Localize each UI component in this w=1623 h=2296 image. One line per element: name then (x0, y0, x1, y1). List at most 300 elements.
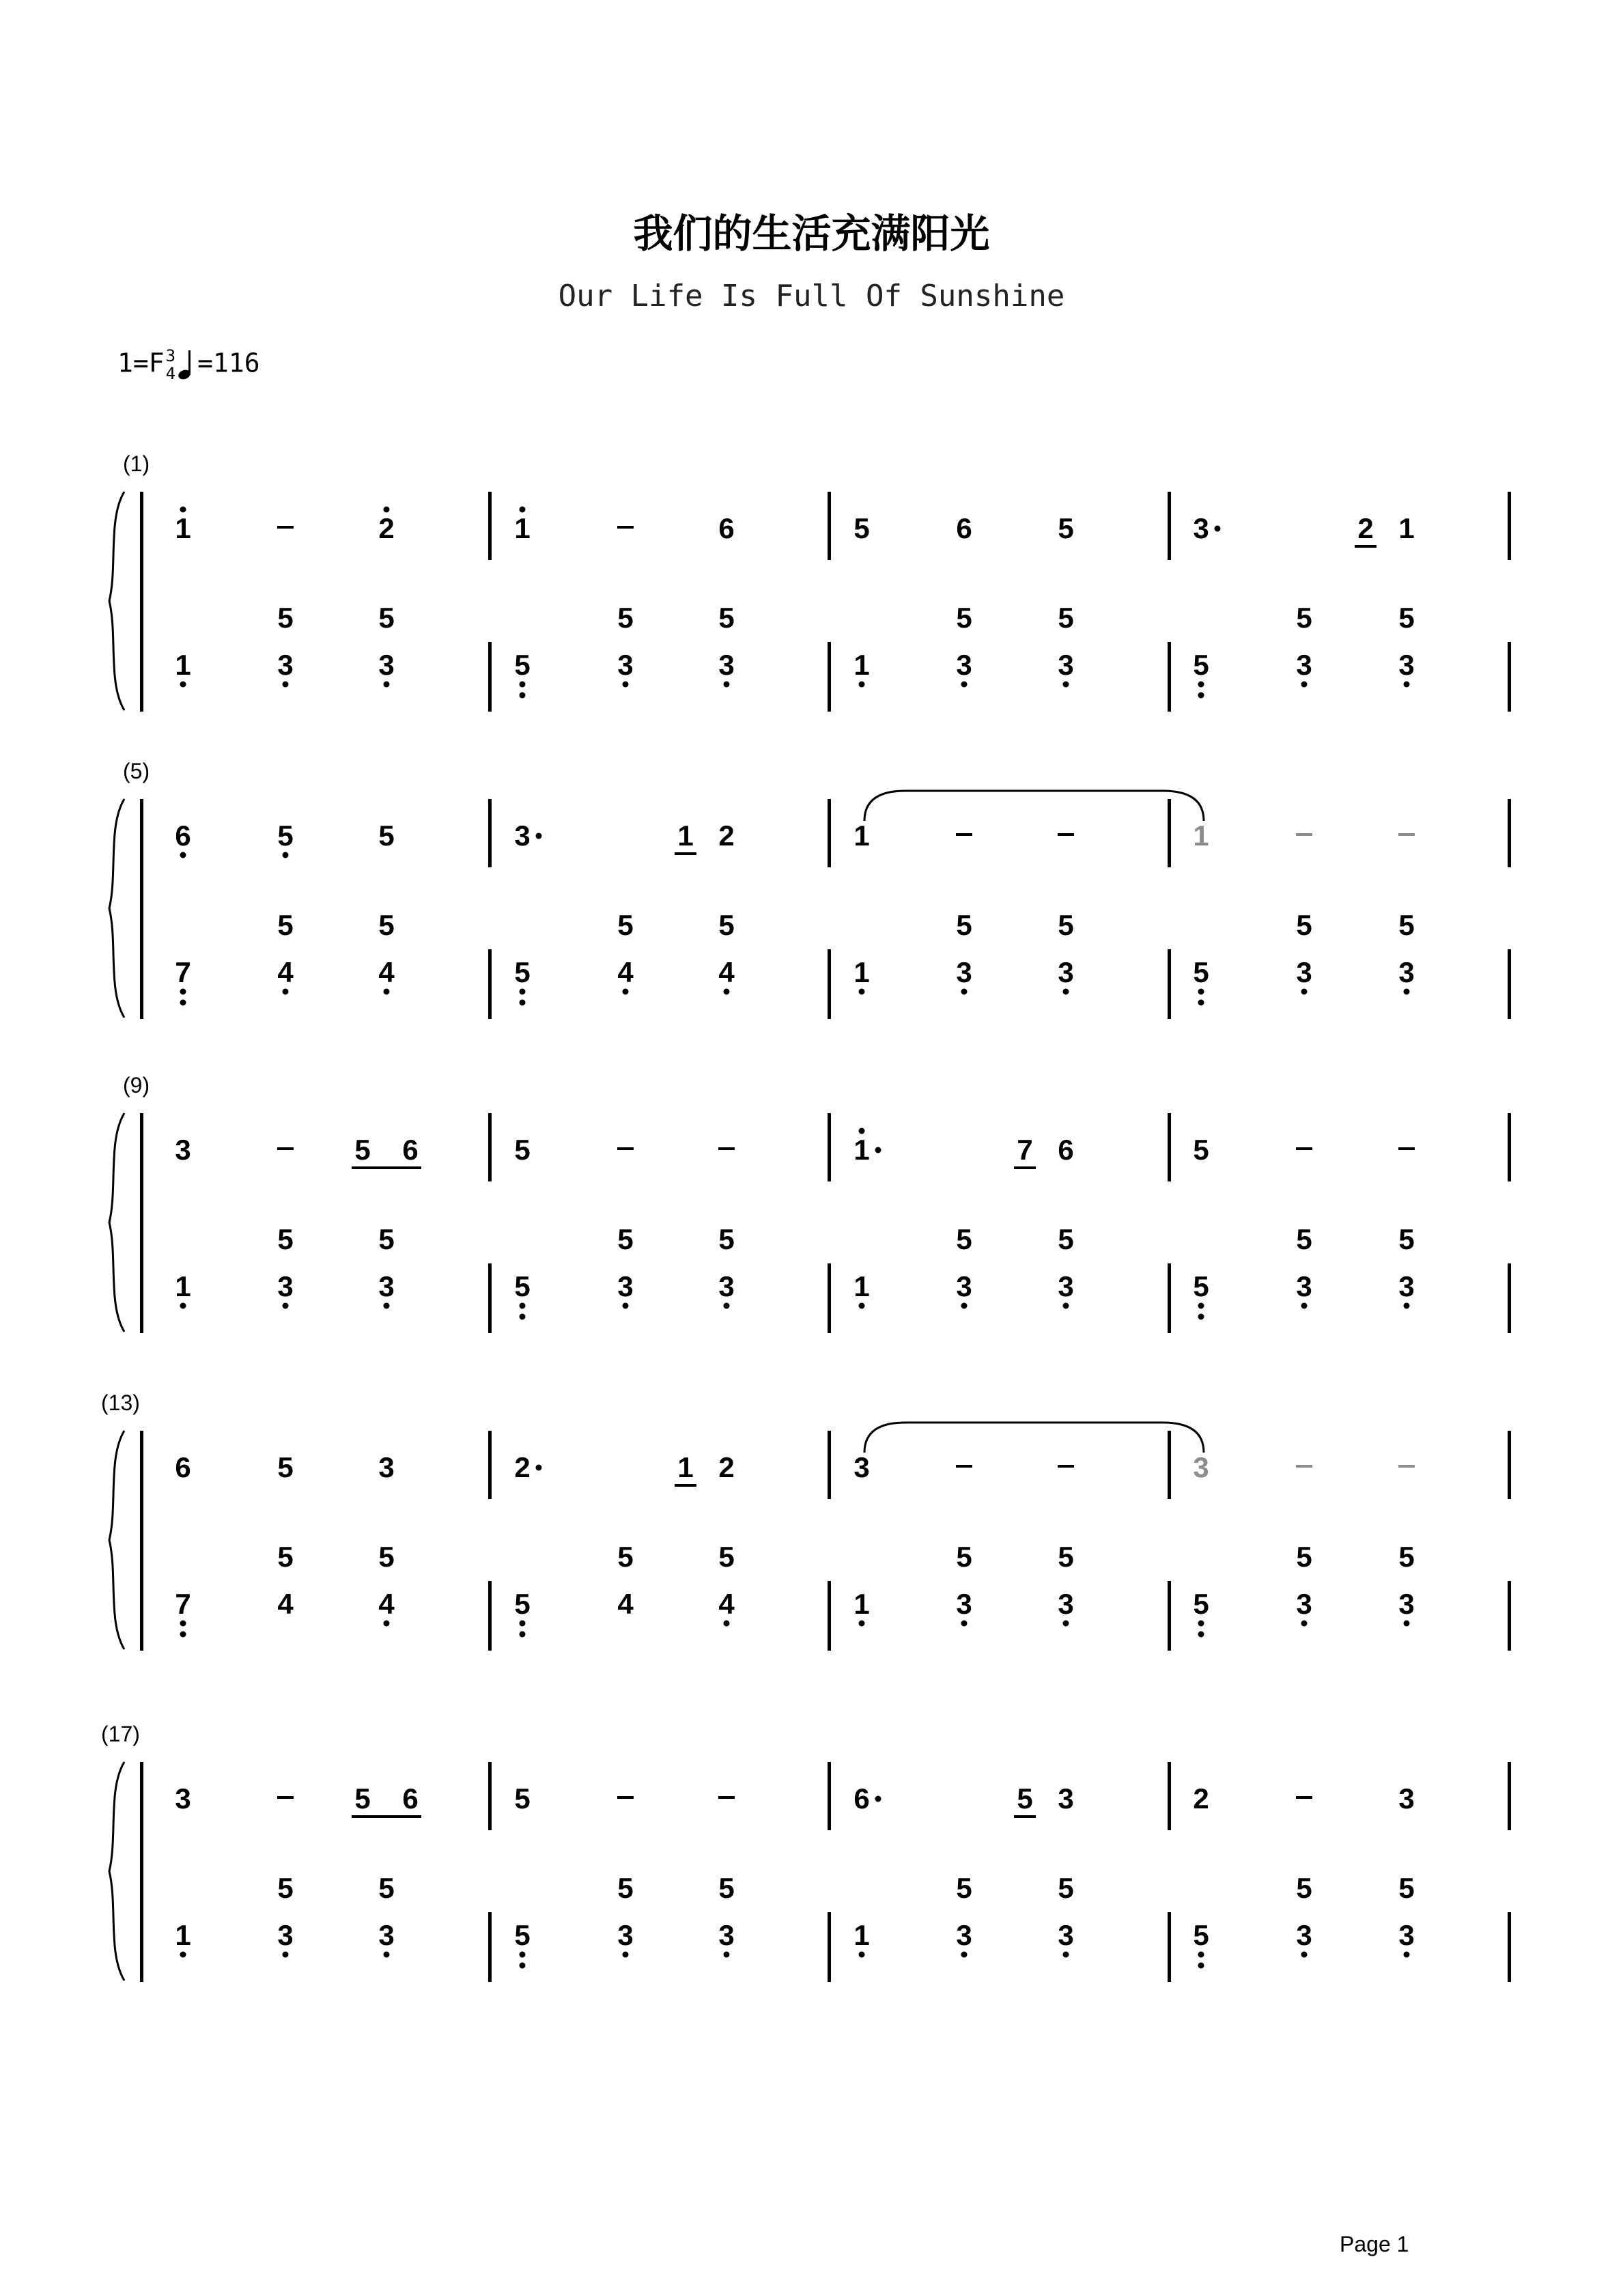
lower-note-digit: 5 (514, 1270, 531, 1302)
upper-note-dash (617, 1147, 634, 1150)
barline-upper (1508, 799, 1511, 867)
octave-dot (724, 1952, 730, 1958)
lower-note-digit: 5 (514, 956, 531, 988)
lower-note-digit: 5 (1398, 602, 1415, 634)
lower-note-digit: 5 (277, 1541, 294, 1573)
upper-note-digit: 1 (1398, 512, 1415, 544)
system-brace (109, 1113, 124, 1332)
upper-note-digit: 6 (402, 1134, 419, 1166)
lower-note-digit: 3 (1296, 1588, 1312, 1620)
barline-lower (828, 642, 831, 712)
lower-note-digit: 5 (617, 1223, 634, 1255)
upper-note-dash (617, 526, 634, 529)
barline-lower (1168, 642, 1171, 712)
tempo-value: =116 (197, 348, 260, 378)
upper-note-digit: 1 (1193, 820, 1209, 852)
octave-dot (1198, 1621, 1204, 1627)
lower-note-digit: 5 (1398, 1541, 1415, 1573)
lower-note-digit: 5 (718, 602, 735, 634)
octave-dot (1404, 1952, 1410, 1958)
lower-note-digit: 5 (956, 1541, 972, 1573)
octave-dot (1198, 1632, 1204, 1638)
upper-note-dash (277, 1147, 294, 1150)
octave-dot (384, 989, 390, 995)
barline-upper (828, 1431, 831, 1499)
lower-note-digit: 4 (277, 1588, 294, 1620)
octave-dot (1063, 1952, 1069, 1958)
octave-dot (384, 1621, 390, 1627)
octave-dot (1198, 1952, 1204, 1958)
octave-dot (623, 1952, 629, 1958)
upper-note-digit: 3 (175, 1134, 191, 1166)
octave-dot (384, 1952, 390, 1958)
lower-note-digit: 3 (378, 1270, 395, 1302)
upper-note-digit: 2 (718, 1451, 735, 1483)
octave-dot (180, 989, 186, 995)
octave-dot (180, 682, 186, 688)
lower-note-digit: 4 (617, 1588, 634, 1620)
upper-note-digit: 5 (378, 820, 395, 852)
upper-note-digit: 1 (677, 1451, 694, 1483)
barline-lower (1508, 949, 1511, 1019)
lower-note-digit: 5 (378, 909, 395, 941)
lower-note-digit: 5 (378, 602, 395, 634)
octave-dot (520, 1314, 526, 1320)
eighth-underline (352, 1166, 421, 1169)
system-start-barline (140, 492, 143, 712)
lower-note-digit: 5 (1058, 909, 1074, 941)
upper-note-digit: 6 (1058, 1134, 1074, 1166)
octave-dot (1198, 682, 1204, 688)
measure-number: (5) (123, 759, 150, 783)
lower-note-digit: 5 (1193, 956, 1209, 988)
octave-dot (384, 682, 390, 688)
lower-note-digit: 4 (378, 1588, 395, 1620)
lower-note-digit: 3 (1296, 1919, 1312, 1951)
key-signature: 1=F (117, 348, 165, 378)
lower-note-digit: 1 (853, 649, 870, 681)
eighth-underline (1355, 545, 1377, 548)
upper-note-digit: 7 (1017, 1134, 1033, 1166)
upper-note-digit: 5 (277, 1451, 294, 1483)
lower-note-digit: 5 (1296, 1541, 1312, 1573)
octave-dot (1063, 1621, 1069, 1627)
octave-dot (180, 507, 186, 513)
lower-note-digit: 3 (617, 649, 634, 681)
lower-note-digit: 3 (1296, 956, 1312, 988)
system-brace (109, 1431, 124, 1649)
lower-note-digit: 3 (1058, 956, 1074, 988)
octave-dot (724, 1303, 730, 1309)
barline-upper (1168, 1431, 1171, 1499)
upper-note-digit: 2 (514, 1451, 531, 1483)
upper-note-dash (1398, 833, 1415, 836)
lower-note-digit: 5 (1296, 602, 1312, 634)
octave-dot (623, 989, 629, 995)
barline-lower (1508, 1263, 1511, 1333)
barline-upper (828, 492, 831, 560)
lower-note-digit: 5 (1398, 1223, 1415, 1255)
lower-note-digit: 5 (1193, 1919, 1209, 1951)
octave-dot (623, 682, 629, 688)
barline-lower (1508, 1581, 1511, 1651)
lower-note-digit: 5 (617, 909, 634, 941)
lower-note-digit: 4 (718, 956, 735, 988)
octave-dot (1404, 1621, 1410, 1627)
barline-upper (1168, 1113, 1171, 1181)
octave-dot (1215, 526, 1221, 532)
barline-lower (488, 642, 492, 712)
lower-note-digit: 3 (617, 1919, 634, 1951)
octave-dot (180, 1952, 186, 1958)
lower-note-digit: 1 (175, 649, 191, 681)
octave-dot (859, 682, 865, 688)
upper-note-dash (1296, 1465, 1312, 1468)
lower-note-digit: 5 (277, 602, 294, 634)
upper-note-digit: 6 (956, 512, 972, 544)
lower-note-digit: 1 (853, 1588, 870, 1620)
barline-upper (488, 1431, 492, 1499)
upper-note-digit: 3 (1193, 512, 1209, 544)
octave-dot (283, 989, 289, 995)
lower-note-digit: 5 (1058, 1541, 1074, 1573)
lower-note-digit: 5 (1398, 909, 1415, 941)
octave-dot (1198, 692, 1204, 699)
barline-upper (1508, 492, 1511, 560)
measure-number: (1) (123, 451, 150, 476)
barline-lower (1508, 642, 1511, 712)
lower-note-digit: 3 (1296, 649, 1312, 681)
time-denominator: 4 (165, 364, 176, 383)
upper-note-digit: 5 (853, 512, 870, 544)
lower-note-digit: 3 (1058, 1270, 1074, 1302)
upper-note-dash (277, 1796, 294, 1799)
barline-lower (828, 1263, 831, 1333)
octave-dot (180, 1000, 186, 1006)
lower-note-digit: 3 (617, 1270, 634, 1302)
tie-arc (864, 1423, 1204, 1453)
barline-upper (828, 1762, 831, 1830)
octave-dot (724, 989, 730, 995)
octave-dot (283, 852, 289, 858)
lower-note-digit: 5 (718, 1223, 735, 1255)
octave-dot (1063, 1303, 1069, 1309)
system-start-barline (140, 1113, 143, 1333)
octave-dot (1404, 1303, 1410, 1309)
lower-note-digit: 5 (718, 1541, 735, 1573)
octave-dot (180, 1632, 186, 1638)
lower-note-digit: 7 (175, 956, 191, 988)
lower-note-digit: 5 (956, 1223, 972, 1255)
lower-note-digit: 5 (277, 909, 294, 941)
barline-lower (828, 1581, 831, 1651)
barline-lower (488, 949, 492, 1019)
lower-note-digit: 3 (956, 1270, 972, 1302)
barline-lower (488, 1912, 492, 1982)
lower-note-digit: 3 (378, 649, 395, 681)
barline-lower (1508, 1912, 1511, 1982)
barline-lower (1168, 1912, 1171, 1982)
barline-upper (488, 492, 492, 560)
upper-note-dash (1296, 833, 1312, 836)
lower-note-digit: 3 (956, 1588, 972, 1620)
lower-note-digit: 3 (1058, 1919, 1074, 1951)
upper-note-digit: 2 (718, 820, 735, 852)
lower-note-digit: 5 (617, 602, 634, 634)
upper-note-dash (1058, 833, 1074, 836)
octave-dot (859, 1128, 865, 1134)
eighth-underline (675, 1484, 696, 1487)
lower-note-digit: 3 (956, 1919, 972, 1951)
upper-note-dash (1058, 1465, 1074, 1468)
octave-dot (724, 1621, 730, 1627)
upper-note-dash (1296, 1147, 1312, 1150)
lower-note-digit: 3 (1398, 956, 1415, 988)
score-title: 我们的生活充满阳光 (633, 210, 990, 257)
barline-upper (1168, 492, 1171, 560)
octave-dot (859, 989, 865, 995)
upper-note-digit: 3 (1058, 1782, 1074, 1815)
octave-dot (283, 1303, 289, 1309)
upper-note-digit: 6 (402, 1782, 419, 1815)
lower-note-digit: 5 (1296, 909, 1312, 941)
barline-upper (828, 799, 831, 867)
lower-note-digit: 3 (718, 1270, 735, 1302)
barline-lower (488, 1581, 492, 1651)
octave-dot (520, 1303, 526, 1309)
octave-dot (283, 682, 289, 688)
octave-dot (623, 1303, 629, 1309)
lower-note-digit: 3 (1058, 649, 1074, 681)
lower-note-digit: 5 (1296, 1872, 1312, 1904)
lower-note-digit: 3 (277, 1270, 294, 1302)
lower-note-digit: 3 (378, 1919, 395, 1951)
octave-dot (1198, 1314, 1204, 1320)
octave-dot (1301, 682, 1308, 688)
system-start-barline (140, 1762, 143, 1982)
upper-note-digit: 5 (277, 820, 294, 852)
lower-note-digit: 5 (956, 1872, 972, 1904)
lower-note-digit: 5 (1058, 602, 1074, 634)
system-brace (109, 492, 124, 710)
octave-dot (180, 1621, 186, 1627)
upper-note-digit: 3 (175, 1782, 191, 1815)
octave-dot (520, 1963, 526, 1969)
upper-note-digit: 2 (378, 512, 395, 544)
lower-note-digit: 1 (853, 1919, 870, 1951)
lower-note-digit: 3 (1398, 1588, 1415, 1620)
octave-dot (1198, 1963, 1204, 1969)
upper-note-dash (956, 833, 972, 836)
octave-dot (180, 852, 186, 858)
upper-note-digit: 5 (1017, 1782, 1033, 1815)
lower-note-digit: 5 (718, 1872, 735, 1904)
octave-dot (1301, 989, 1308, 995)
lower-note-digit: 5 (514, 1919, 531, 1951)
system-brace (109, 799, 124, 1018)
upper-note-digit: 1 (853, 1134, 870, 1166)
octave-dot (520, 507, 526, 513)
octave-dot (859, 1952, 865, 1958)
barline-lower (828, 949, 831, 1019)
lower-note-digit: 3 (718, 1919, 735, 1951)
tie-arc (864, 791, 1204, 821)
upper-note-digit: 3 (514, 820, 531, 852)
lower-note-digit: 4 (378, 956, 395, 988)
octave-dot (536, 833, 542, 839)
octave-dot (520, 692, 526, 699)
octave-dot (1301, 1621, 1308, 1627)
barline-upper (1508, 1431, 1511, 1499)
upper-note-digit: 2 (1357, 512, 1374, 544)
lower-note-digit: 1 (853, 956, 870, 988)
lower-note-digit: 5 (514, 1588, 531, 1620)
lower-note-digit: 5 (277, 1223, 294, 1255)
upper-note-digit: 5 (1058, 512, 1074, 544)
octave-dot (520, 1632, 526, 1638)
octave-dot (961, 989, 968, 995)
page-number: Page 1 (1340, 2232, 1409, 2256)
barline-upper (488, 1113, 492, 1181)
lower-note-digit: 4 (277, 956, 294, 988)
octave-dot (961, 682, 968, 688)
octave-dot (1063, 989, 1069, 995)
time-numerator: 3 (165, 346, 176, 365)
system-brace (109, 1762, 124, 1980)
lower-note-digit: 3 (1398, 1270, 1415, 1302)
lower-note-digit: 3 (277, 1919, 294, 1951)
lower-note-digit: 4 (718, 1588, 735, 1620)
upper-note-digit: 6 (175, 820, 191, 852)
eighth-underline (1014, 1166, 1036, 1169)
lower-note-digit: 5 (956, 602, 972, 634)
lower-note-digit: 7 (175, 1588, 191, 1620)
upper-note-dash (1398, 1147, 1415, 1150)
lower-note-digit: 5 (277, 1872, 294, 1904)
barline-lower (1168, 1581, 1171, 1651)
upper-note-digit: 3 (1398, 1782, 1415, 1815)
lower-note-digit: 3 (1296, 1270, 1312, 1302)
octave-dot (1301, 1303, 1308, 1309)
upper-note-digit: 5 (354, 1782, 371, 1815)
lower-note-digit: 5 (718, 909, 735, 941)
barline-upper (828, 1113, 831, 1181)
octave-dot (520, 1000, 526, 1006)
octave-dot (1198, 1303, 1204, 1309)
lower-note-digit: 3 (718, 649, 735, 681)
upper-note-digit: 6 (853, 1782, 870, 1815)
lower-note-digit: 3 (1058, 1588, 1074, 1620)
octave-dot (180, 1303, 186, 1309)
system-start-barline (140, 799, 143, 1019)
upper-note-digit: 5 (514, 1134, 531, 1166)
eighth-underline (352, 1815, 421, 1818)
octave-dot (520, 989, 526, 995)
octave-dot (875, 1147, 881, 1153)
lower-note-digit: 5 (378, 1223, 395, 1255)
octave-dot (1301, 1952, 1308, 1958)
upper-note-dash (1296, 1796, 1312, 1799)
lower-note-digit: 5 (1193, 1588, 1209, 1620)
upper-note-digit: 3 (853, 1451, 870, 1483)
octave-dot (384, 1303, 390, 1309)
lower-note-digit: 3 (277, 649, 294, 681)
score-subtitle: Our Life Is Full Of Sunshine (558, 279, 1065, 313)
barline-upper (488, 1762, 492, 1830)
octave-dot (520, 1952, 526, 1958)
upper-note-digit: 1 (853, 820, 870, 852)
lower-note-digit: 5 (1058, 1872, 1074, 1904)
barline-lower (488, 1263, 492, 1333)
upper-note-digit: 6 (175, 1451, 191, 1483)
lower-note-digit: 1 (175, 1270, 191, 1302)
lower-note-digit: 4 (617, 956, 634, 988)
lower-note-digit: 1 (853, 1270, 870, 1302)
octave-dot (961, 1952, 968, 1958)
lower-note-digit: 5 (956, 909, 972, 941)
upper-note-dash (1398, 1465, 1415, 1468)
octave-dot (961, 1303, 968, 1309)
upper-note-digit: 3 (378, 1451, 395, 1483)
measure-number: (13) (101, 1390, 140, 1415)
lower-note-digit: 3 (1398, 649, 1415, 681)
octave-dot (961, 1621, 968, 1627)
lower-note-digit: 3 (956, 956, 972, 988)
lower-note-digit: 5 (378, 1541, 395, 1573)
octave-dot (384, 507, 390, 513)
lower-note-digit: 5 (1296, 1223, 1312, 1255)
lower-note-digit: 5 (1398, 1872, 1415, 1904)
upper-note-dash (718, 1147, 735, 1150)
upper-note-digit: 5 (1193, 1134, 1209, 1166)
upper-note-digit: 1 (514, 512, 531, 544)
lower-note-digit: 5 (617, 1872, 634, 1904)
barline-upper (1508, 1762, 1511, 1830)
octave-dot (1404, 682, 1410, 688)
system-start-barline (140, 1431, 143, 1651)
lower-note-digit: 5 (514, 649, 531, 681)
barline-lower (1168, 949, 1171, 1019)
barline-lower (828, 1912, 831, 1982)
lower-note-digit: 5 (617, 1541, 634, 1573)
upper-note-digit: 5 (514, 1782, 531, 1815)
lower-note-digit: 5 (378, 1872, 395, 1904)
octave-dot (859, 1303, 865, 1309)
barline-lower (1168, 1263, 1171, 1333)
barline-upper (1508, 1113, 1511, 1181)
octave-dot (724, 682, 730, 688)
octave-dot (520, 682, 526, 688)
octave-dot (520, 1621, 526, 1627)
upper-note-digit: 2 (1193, 1782, 1209, 1815)
octave-dot (1198, 989, 1204, 995)
lower-note-digit: 3 (956, 649, 972, 681)
lower-note-digit: 3 (1398, 1919, 1415, 1951)
octave-dot (1198, 1000, 1204, 1006)
lower-note-digit: 5 (1193, 649, 1209, 681)
barline-upper (1168, 799, 1171, 867)
upper-note-digit: 3 (1193, 1451, 1209, 1483)
upper-note-digit: 1 (677, 820, 694, 852)
octave-dot (536, 1465, 542, 1471)
barline-upper (488, 799, 492, 867)
eighth-underline (1014, 1815, 1036, 1818)
lower-note-digit: 5 (1058, 1223, 1074, 1255)
octave-dot (1063, 682, 1069, 688)
upper-note-dash (956, 1465, 972, 1468)
upper-note-digit: 5 (354, 1134, 371, 1166)
eighth-underline (675, 852, 696, 855)
